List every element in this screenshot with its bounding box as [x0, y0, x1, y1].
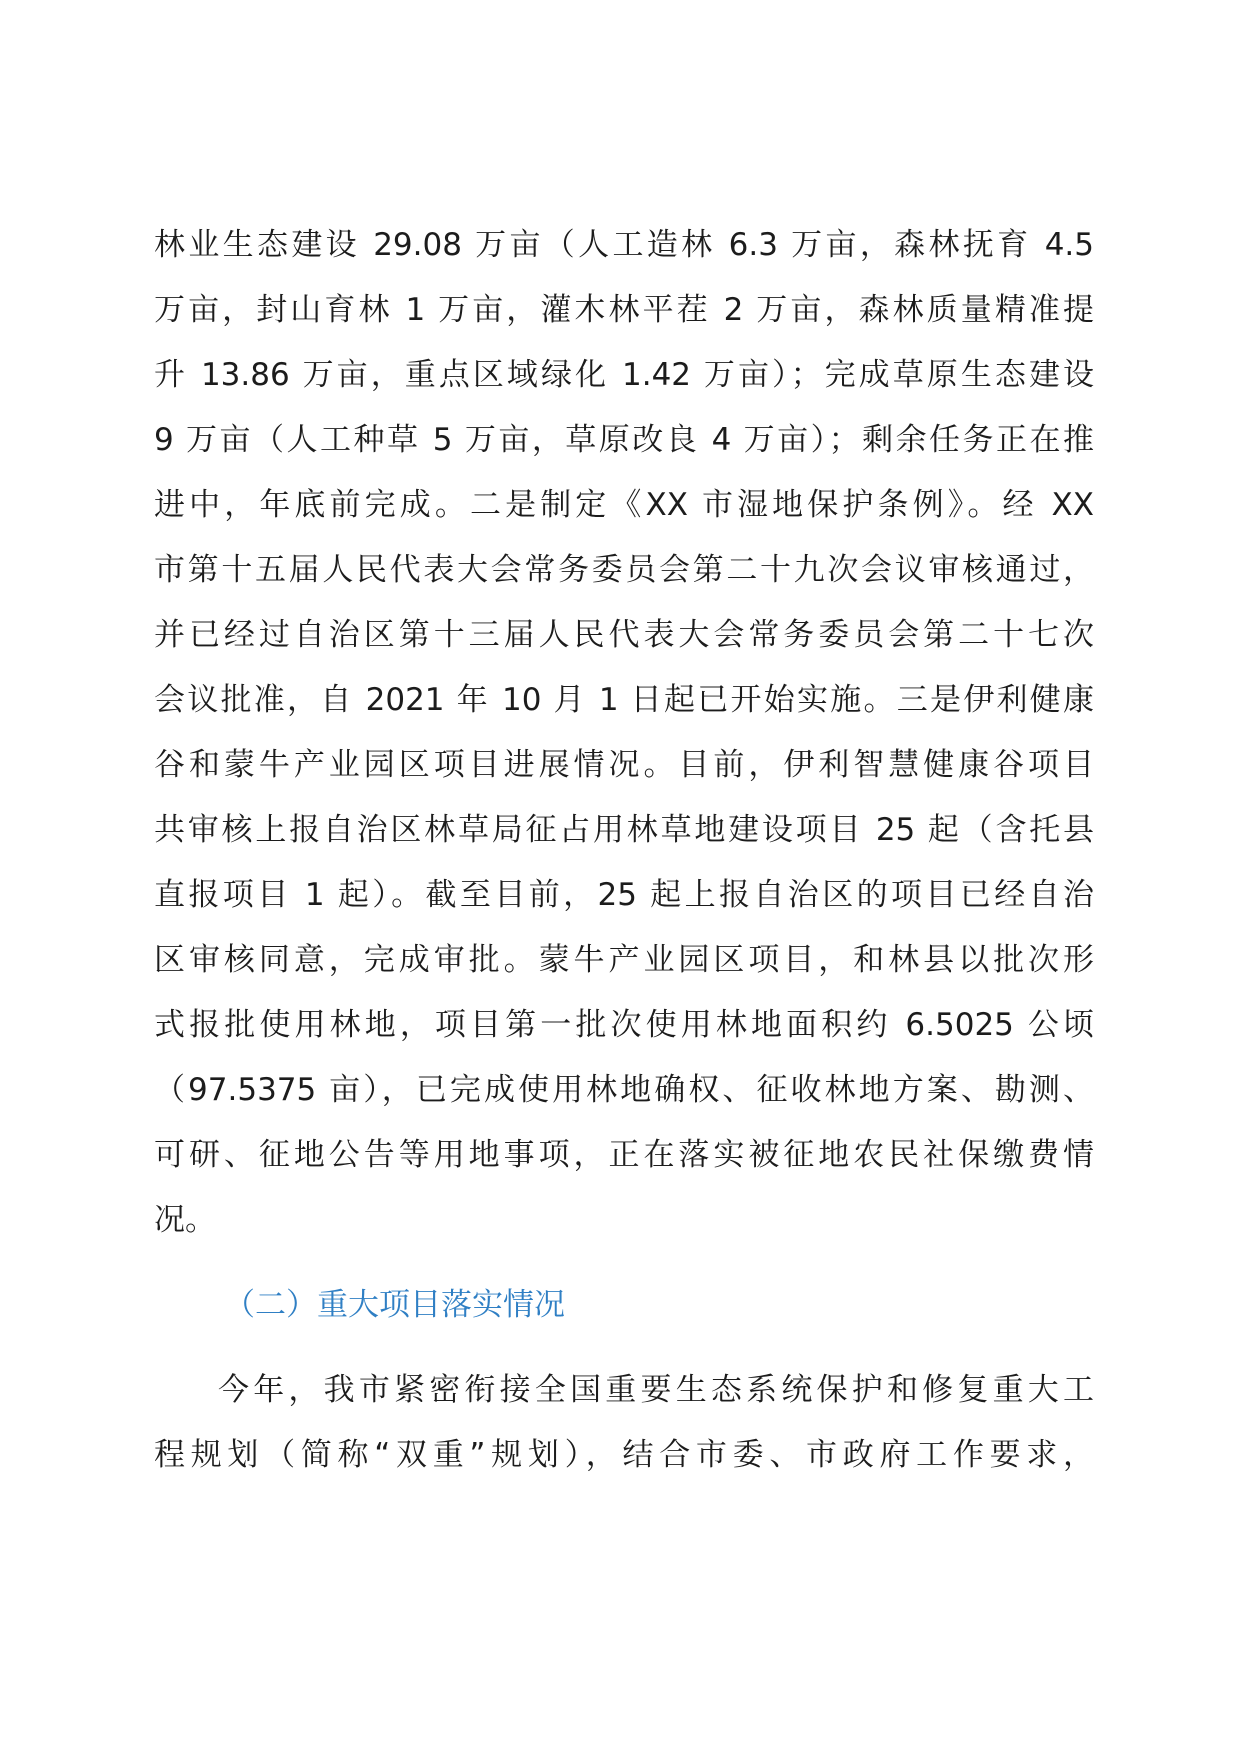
body-text-line: 进中，年底前完成。二是制定《XX 市湿地保护条例》。经 XX [154, 487, 1094, 523]
body-text-line: 市第十五届人民代表大会常务委员会第二十九次会议审核通过， [154, 552, 1094, 588]
body-text-line: 并已经过自治区第十三届人民代表大会常务委员会第二十七次 [154, 617, 1094, 653]
body-text-line: 况。 [154, 1202, 216, 1238]
body-text-line: 谷和蒙牛产业园区项目进展情况。目前，伊利智慧健康谷项目 [154, 747, 1094, 783]
body-text-line: 直报项目 1 起）。截至目前，25 起上报自治区的项目已经自治 [154, 877, 1094, 913]
body-text-line: 升 13.86 万亩，重点区域绿化 1.42 万亩）；完成草原生态建设 [154, 357, 1094, 393]
body-text-line: 9 万亩（人工种草 5 万亩，草原改良 4 万亩）；剩余任务正在推 [154, 422, 1094, 458]
body-text-line: 程规划（简称“双重”规划），结合市委、市政府工作要求， [154, 1437, 1094, 1473]
body-text-line: 会议批准，自 2021 年 10 月 1 日起已开始实施。三是伊利健康 [154, 682, 1094, 718]
body-text-line: 共审核上报自治区林草局征占用林草地建设项目 25 起（含托县 [154, 812, 1094, 848]
body-text-line: 式报批使用林地，项目第一批次使用林地面积约 6.5025 公顷 [154, 1007, 1094, 1043]
body-text-line: 区审核同意，完成审批。蒙牛产业园区项目，和林县以批次形 [154, 942, 1094, 978]
body-text-line: 林业生态建设 29.08 万亩（人工造林 6.3 万亩，森林抚育 4.5 [154, 227, 1094, 263]
body-text-line: 万亩，封山育林 1 万亩，灌木林平茬 2 万亩，森林质量精准提 [154, 292, 1094, 328]
body-text-line: 今年，我市紧密衔接全国重要生态系统保护和修复重大工 [218, 1372, 1094, 1408]
body-text-line: 可研、征地公告等用地事项，正在落实被征地农民社保缴费情 [154, 1137, 1094, 1173]
body-text-line: （97.5375 亩），已完成使用林地确权、征收林地方案、勘测、 [154, 1072, 1094, 1108]
section-heading: （二）重大项目落实情况 [224, 1287, 565, 1323]
